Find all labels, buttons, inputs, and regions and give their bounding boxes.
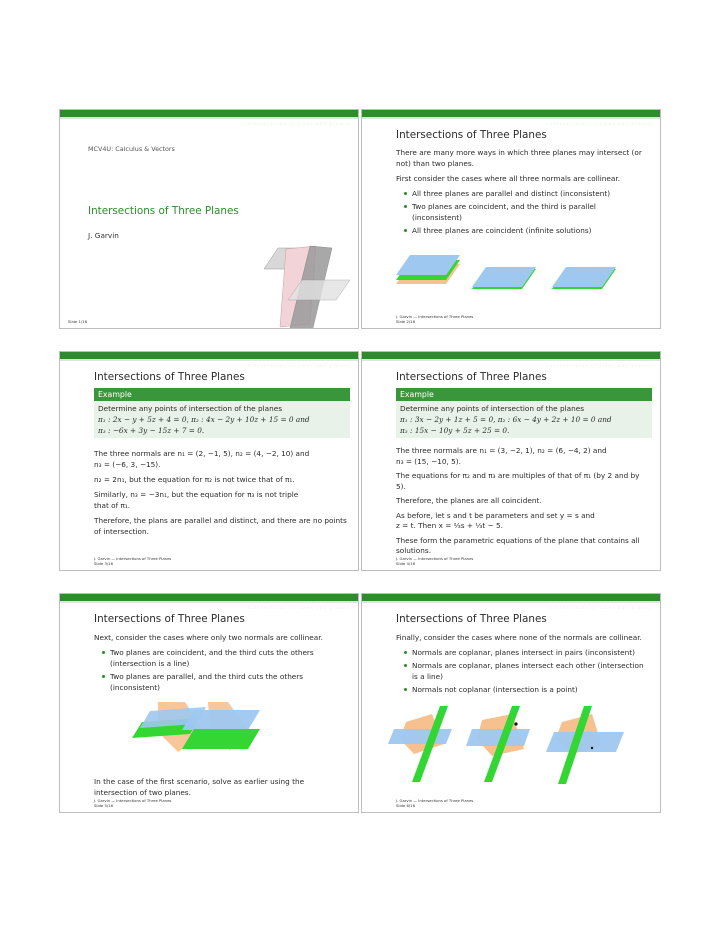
slide-header: intersections of lines and planes (362, 594, 660, 603)
slide-header: intersections of lines and planes (60, 352, 358, 361)
slide-footer: J. Garvin — Intersections of Three Planes Slide 5/16 (94, 798, 172, 808)
slide-4 (361, 351, 661, 571)
paragraph: Therefore, the plans are parallel and distinct, and there are no points of intersection. (94, 516, 347, 536)
slide-header: intersections of lines and planes (60, 594, 358, 603)
slide-title: Intersections of Three Planes (94, 613, 245, 625)
slide-number: Slide 1/16 (68, 319, 87, 324)
example-text: Determine any points of intersection of the planes π₁ : 3x − 2y + 1z + 5 = 0, π₂ : 6x − 4y + 2z + 10 = 0 and π₃ : 15x − 10y + 5z + 25 = 0. (400, 404, 612, 435)
slide-6 (361, 593, 661, 813)
list-item: Normals are coplanar, planes intersect each other (intersection is a line) (404, 660, 650, 682)
example-box (94, 388, 350, 438)
paragraph: Finally, consider the cases where none of the normals are collinear. (396, 633, 642, 642)
slide-title: Intersections of Three Planes (396, 371, 547, 383)
slide-title: Intersections of Three Planes (94, 371, 245, 383)
slide-1 (59, 109, 359, 329)
paragraph: In the case of the first scenario, solve as earlier using the intersection of two planes. (94, 777, 305, 797)
example-label: Example (94, 388, 350, 401)
paragraph: The three normals are n₁ = (3, −2, 1), n₂ = (6, −4, 2) and n₃ = (15, −10, 5). (396, 446, 607, 466)
paragraph: Similarly, n₃ = −3n₁, but the equation for π₃ is not triple that of π₁. (94, 490, 299, 510)
paragraph: There are many more ways in which three planes may intersect (or not) than two planes. (396, 148, 642, 168)
title-slide-heading: Intersections of Three Planes (88, 205, 239, 217)
slide-footer: J. Garvin — Intersections of Three Planes Slide 4/16 (396, 556, 474, 566)
slide-footer: J. Garvin — Intersections of Three Planes Slide 6/16 (396, 798, 474, 808)
slide-footer: J. Garvin — Intersections of Three Planes Slide 3/16 (94, 556, 172, 566)
paragraph: First consider the cases where all three normals are collinear. (396, 174, 621, 183)
paragraph: The three normals are n₁ = (2, −1, 5), n₂ = (4, −2, 10) and n₃ = (−6, 3, −15). (94, 449, 310, 469)
slide-3 (59, 351, 359, 571)
intersecting-planes-figure (60, 110, 359, 329)
slide-header: intersections of lines and planes (362, 110, 660, 119)
non-collinear-normals-figure (362, 594, 661, 813)
slide-body (94, 448, 348, 541)
collinear-normals-figure (362, 110, 661, 329)
paragraph: As before, let s and t be parameters and set y = s and z = t. Then x = ⅔s + ⅓t − 5. (396, 510, 595, 530)
slide-2 (361, 109, 661, 329)
paragraph: The equations for π₂ and π₃ are multiples of that of π₁ (by 2 and by 5). (396, 471, 640, 491)
slide-title: Intersections of Three Planes (396, 129, 547, 141)
list-item: All three planes are parallel and distinct (inconsistent) (404, 188, 644, 199)
list-item: Two planes are parallel, and the third cuts the others (inconsistent) (102, 671, 348, 693)
example-text: Determine any points of intersection of the planes π₁ : 2x − y + 5z + 4 = 0, π₂ : 4x − 2y + 10z + 15 = 0 and π₃ : −6x + 3y − 15z + 7 = 0. (98, 404, 310, 435)
list-item: Two planes are coincident, and the third cuts the others (intersection is a line) (102, 647, 348, 669)
paragraph: n₂ = 2n₁, but the equation for π₂ is not twice that of π₁. (94, 475, 295, 484)
list-item: Normals not coplanar (intersection is a point) (404, 684, 650, 695)
slide-header: intersections of lines and planes (60, 110, 358, 119)
slide-header: intersections of lines and planes (362, 352, 660, 361)
slide-title: Intersections of Three Planes (396, 613, 547, 625)
example-box (396, 388, 652, 438)
slide-body (396, 446, 650, 561)
paragraph: These form the parametric equations of the plane that contains all solutions. (396, 535, 640, 555)
slide-5 (59, 593, 359, 813)
paragraph: Next, consider the cases where only two normals are collinear. (94, 633, 323, 642)
paragraph: Therefore, the planes are all coincident. (396, 496, 542, 505)
course-name: MCV4U: Calculus & Vectors (88, 145, 175, 153)
list-item: All three planes are coincident (infinite solutions) (404, 225, 644, 236)
list-item: Two planes are coincident, and the third is parallel (inconsistent) (404, 201, 644, 223)
example-label: Example (396, 388, 652, 401)
author-name: J. Garvin (88, 231, 119, 240)
slide-footer: J. Garvin — Intersections of Three Planes Slide 2/16 (396, 314, 474, 324)
list-item: Normals are coplanar, planes intersect in pairs (inconsistent) (404, 647, 650, 658)
